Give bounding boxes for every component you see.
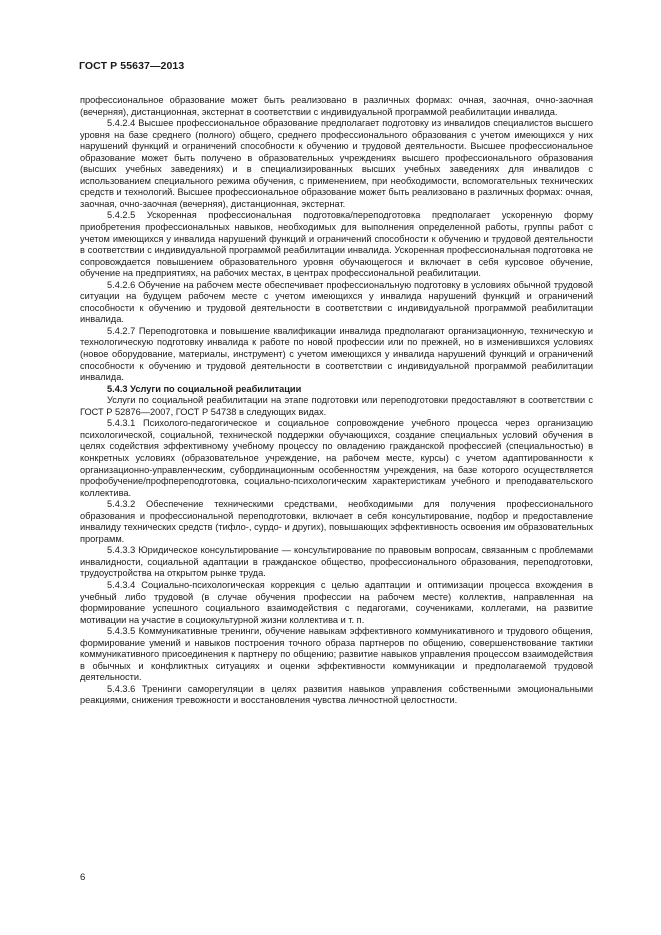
paragraph-5-4-3-3: 5.4.3.3 Юридическое консультирование — консультирование по правовым вопросам, связанным с проблемами инвалидности, социальной адаптации в гражданское общество, профессионального образования, переподготовки, трудоустройства на открытом рынке труда. (80, 545, 593, 579)
paragraph-5-4-2-7: 5.4.2.7 Переподготовка и повышение квалификации инвалида предполагают организационную, техническую и технологическую подготовку инвалида к работе по новой профессии или по прежней, но в изменившихся условиях (новое оборудование, материалы, инструмент) с учетом имеющихся у инвалида нарушений функций и ограничений способности к обучению и трудовой деятельности в соответствии с индивидуальной программой реабилитации инвалида. (80, 325, 593, 383)
paragraph-5-4-3-2: 5.4.3.2 Обеспечение техническими средствами, необходимыми для получения профессионального образования и профессиональной переподготовки, включает в себя консультирование, подбор и предоставление инвалиду технических средств (тифло-, сурдо- и других), повышающих эффективность освоения им образовательных программ. (80, 499, 593, 544)
paragraph-5-4-2-6: 5.4.2.6 Обучение на рабочем месте обеспечивает профессиональную подготовку в условиях обычной трудовой ситуации на будущем рабочем месте с учетом имеющихся у инвалида нарушений функций и ограничений способности к обучению и трудовой деятельности в соответствии с индивидуальной программой реабилитации инвалида. (80, 279, 593, 325)
paragraph-5-4-3-4: 5.4.3.4 Социально-психологическая коррекция с целью адаптации и оптимизации процесса вхождения в учебный либо трудовой (в случае обучения профессии на рабочем месте) коллектив, направленная на формирование успешного социального взаимодействия с педагогами, соучениками, коллегами, на развитие мотивации на участие в социокультурной жизни коллектива и т. п. (80, 579, 593, 625)
standard-header: ГОСТ Р 55637—2013 (79, 60, 185, 72)
paragraph-5-4-2-4: 5.4.2.4 Высшее профессиональное образование предполагает подготовку из инвалидов специалистов высшего уровня на базе среднего (полного) общего, среднего профессионального образования с учетом имеющихся у них нарушений функций и ограничений способности к обучению и трудовой деятельности. Высшее профессиональное образование может быть получено в образовательных учреждениях высшего профессионального образования (высших учебных заведениях) и в специализированных высших учебных заведениях для инвалидов с использованием специального режима обучения, с применением, при необходимости, вспомогательных технических средств и технологий. Высшее профессиональное образование может быть реализовано в различных формах: очная, заочная, очно-заочная (вечерняя), дистанционная, экстернат. (80, 118, 593, 209)
paragraph-5-4-3-5: 5.4.3.5 Коммуникативные тренинги, обучение навыкам эффективного коммуникативного и трудового общения, формирование умений и навыков построения точного образа партнеров по общению, совершенствование тактики коммуникативного присоединения к партнеру по общению; развитие навыков управления процессом взаимодействия в обычных и конфликтных ситуациях и оценки эффективности коммуникации и предполагаемой трудовой деятельности. (80, 626, 593, 683)
paragraph-5-4-2-5: 5.4.2.5 Ускоренная профессиональная подготовка/переподготовка предполагает ускоренную форму приобретения профессиональных навыков, необходимых для выполнения определенной работы, группы работ с учетом имеющихся у инвалида нарушений функций и ограничений способности к обучению и трудовой деятельности в соответствии с индивидуальной программой реабилитации инвалида. Ускоренная профессиональная подготовка не сопровождается повышением образовательного уровня обучающегося и включает в себя курсовое обучение, обучение на предприятиях, на рабочих местах, в центрах профессиональной реабилитации. (80, 210, 593, 279)
page-number: 6 (80, 872, 86, 883)
paragraph-5-4-3-6: 5.4.3.6 Тренинги саморегуляции в целях развития навыков управления собственными эмоциональными реакциями, снижения тревожности и восстановления чувства личностной целостности. (80, 683, 593, 706)
section-heading-5-4-3: 5.4.3 Услуги по социальной реабилитации (107, 383, 302, 394)
document-body (80, 95, 593, 707)
paragraph-continuation: профессиональное образование может быть реализовано в различных формах: очная, заочная, очно-заочная (вечерняя), дистанционная, экстернат в соответствии с индивидуальной программой реабилитации инвалида. (80, 95, 593, 117)
paragraph-5-4-3-1: 5.4.3.1 Психолого-педагогическое и социальное сопровождение учебного процесса через организацию психологической, социальной, технической поддержки обучающихся, создание специальных условий обучения в целях содействия эффективному учебному процессу по овладению гражданской профессией (специальностью) в конкретных условиях (образовательное учреждение, на рабочем месте, курсы) с учетом адаптированности к организационно-управленческим, субординационным особенностям учреждения, на базе которого осуществляется профобучение/профпереподготовка, социально-психологическим характеристикам учебного и преподавательского коллектива. (80, 418, 593, 498)
paragraph-5-4-3-intro: Услуги по социальной реабилитации на этапе подготовки или переподготовки предоставляют в соответствии с ГОСТ Р 52876—2007, ГОСТ Р 54738 в следующих видах. (80, 395, 593, 417)
